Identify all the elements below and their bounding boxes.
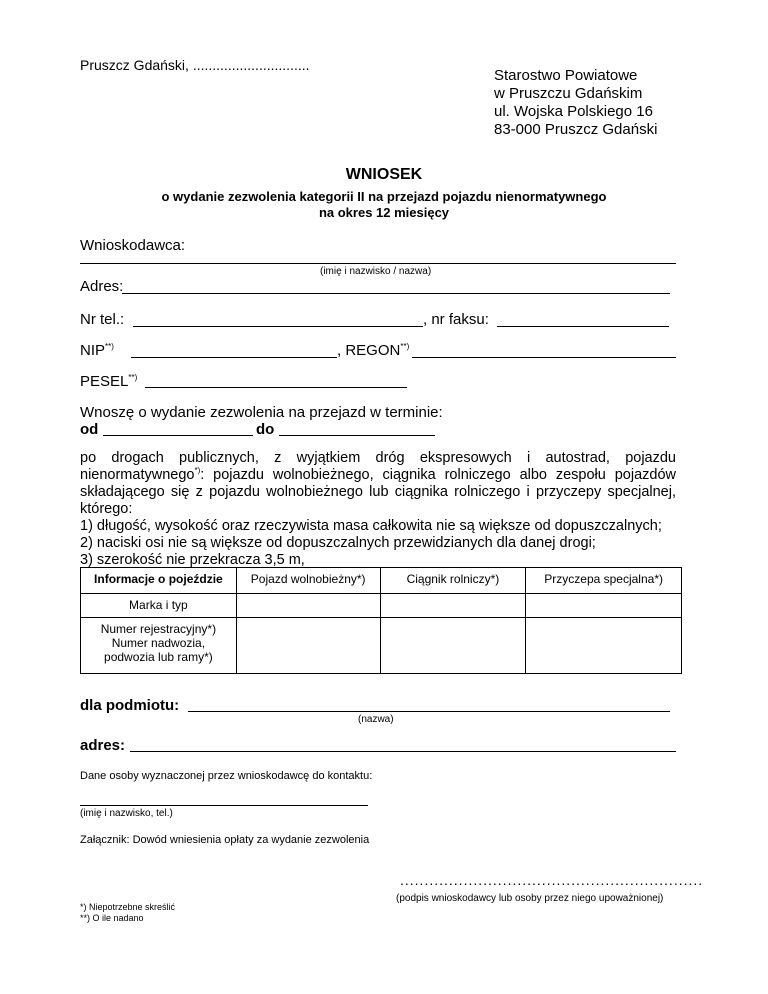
page-subtitle bbox=[0, 189, 768, 221]
recipient-line-3: ul. Wojska Polskiego 16 bbox=[494, 103, 653, 120]
applicant-label: Wnioskodawca: bbox=[80, 237, 186, 254]
regon-label bbox=[337, 342, 409, 359]
subtitle-line-2: na okres 12 miesięcy bbox=[318, 205, 450, 220]
address-field[interactable] bbox=[122, 293, 670, 294]
to-date-field[interactable] bbox=[279, 435, 435, 436]
footnote-2: **) O ile nadano bbox=[80, 913, 144, 923]
to-label: do bbox=[256, 421, 275, 438]
regon-footnote-mark: **) bbox=[400, 342, 410, 351]
footnote-1: *) Niepotrzebne skreślić bbox=[80, 902, 176, 912]
condition-1: 1) długość, wysokość oraz rzeczywista masa całkowita nie są większe od dopuszczalnych; bbox=[80, 518, 662, 534]
footnotes bbox=[80, 902, 175, 924]
nip-footnote-mark: **) bbox=[105, 342, 114, 351]
nip-field[interactable] bbox=[131, 357, 337, 358]
registration-label-line-1: Numer rejestracyjny*) bbox=[100, 622, 217, 636]
attachment-note: Załącznik: Dowód wniesienia opłaty za wydanie zezwolenia bbox=[80, 834, 370, 846]
entity-address-label: adres: bbox=[80, 737, 126, 754]
subtitle-line-1: o wydanie zezwolenia kategorii II na przejazd pojazdu nienormatywnego bbox=[161, 189, 607, 204]
recipient-line-2: w Pruszczu Gdańskim bbox=[494, 85, 643, 102]
table-header-info: Informacje o pojeździe bbox=[81, 568, 237, 594]
table-cell-registration-3[interactable] bbox=[526, 618, 682, 674]
address-label: Adres: bbox=[80, 278, 124, 295]
table-cell-registration-1[interactable] bbox=[236, 618, 380, 674]
table-cell-make-3[interactable] bbox=[526, 594, 682, 618]
request-text: Wnoszę o wydanie zezwolenia na przejazd w terminie: bbox=[80, 404, 443, 421]
fax-label: , nr faksu: bbox=[423, 311, 489, 328]
from-date-field[interactable] bbox=[103, 435, 253, 436]
recipient-line-1: Starostwo Powiatowe bbox=[494, 67, 638, 84]
place-date: Pruszcz Gdański, .............................. bbox=[80, 57, 310, 73]
fax-field[interactable] bbox=[497, 326, 669, 327]
entity-label: dla podmiotu: bbox=[80, 697, 180, 714]
table-cell-make-2[interactable] bbox=[380, 594, 526, 618]
entity-address-field[interactable] bbox=[130, 751, 676, 752]
body-line-3: składającego się z pojazdu wolnobieżnego lub ciągnika rolniczego i przyczepy specjalnej, bbox=[80, 484, 676, 500]
recipient-address bbox=[494, 67, 657, 139]
table-row-registration-label bbox=[81, 618, 237, 674]
signature-hint: (podpis wnioskodawcy lub osoby przez niego upoważnionej) bbox=[396, 893, 664, 904]
table-header-trailer: Przyczepa specjalna*) bbox=[526, 568, 682, 594]
page-title: WNIOSEK bbox=[345, 166, 423, 183]
vehicle-info-table bbox=[80, 567, 682, 674]
condition-3: 3) szerokość nie przekracza 3,5 m, bbox=[80, 552, 305, 568]
pesel-label bbox=[80, 373, 137, 390]
table-header-self-propelled: Pojazd wolnobieżny*) bbox=[236, 568, 380, 594]
pesel-field[interactable] bbox=[145, 387, 407, 388]
nip-label-text: NIP bbox=[80, 342, 106, 359]
condition-2: 2) naciski osi nie są większe od dopuszczalnych przewidzianych dla danej drogi; bbox=[80, 535, 596, 551]
registration-label-line-3: podwozia lub ramy*) bbox=[104, 650, 213, 664]
table-header-tractor: Ciągnik rolniczy*) bbox=[380, 568, 526, 594]
contact-label: Dane osoby wyznaczonej przez wnioskodawcę do kontaktu: bbox=[80, 770, 373, 782]
body-line-4: którego: bbox=[80, 501, 133, 517]
applicant-hint: (imię i nazwisko / nazwa) bbox=[320, 266, 432, 277]
body-footnote-mark: *) bbox=[194, 466, 201, 476]
from-label: od bbox=[80, 421, 99, 438]
body-line-1: po drogach publicznych, z wyjątkiem dróg ekspresowych i autostrad, pojazdu bbox=[80, 450, 676, 466]
pesel-footnote-mark: **) bbox=[128, 373, 138, 382]
table-row-make-label: Marka i typ bbox=[81, 594, 237, 618]
recipient-line-4: 83-000 Pruszcz Gdański bbox=[494, 121, 658, 138]
nip-label bbox=[80, 342, 114, 359]
table-row-make bbox=[81, 594, 682, 618]
body-line-2a: nienormatywnego bbox=[80, 467, 195, 483]
registration-label-line-2: Numer nadwozia, bbox=[111, 636, 206, 650]
entity-hint: (nazwa) bbox=[358, 714, 394, 725]
body-line-2b: : pojazdu wolnobieżnego, ciągnika rolniczego albo zespołu pojazdów bbox=[200, 467, 676, 483]
entity-field[interactable] bbox=[188, 711, 670, 712]
table-cell-make-1[interactable] bbox=[236, 594, 380, 618]
phone-label: Nr tel.: bbox=[80, 311, 125, 328]
signature-line[interactable]: .............................................................. bbox=[400, 872, 704, 888]
regon-field[interactable] bbox=[412, 357, 676, 358]
table-row-registration bbox=[81, 618, 682, 674]
contact-hint: (imię i nazwisko, tel.) bbox=[80, 808, 173, 819]
table-header-row bbox=[81, 568, 682, 594]
contact-field[interactable] bbox=[80, 805, 368, 806]
pesel-label-text: PESEL bbox=[80, 373, 129, 390]
body-line-2 bbox=[80, 467, 676, 484]
phone-field[interactable] bbox=[133, 326, 423, 327]
table-cell-registration-2[interactable] bbox=[380, 618, 526, 674]
applicant-field[interactable] bbox=[80, 263, 676, 264]
regon-label-text: , REGON bbox=[337, 342, 401, 359]
